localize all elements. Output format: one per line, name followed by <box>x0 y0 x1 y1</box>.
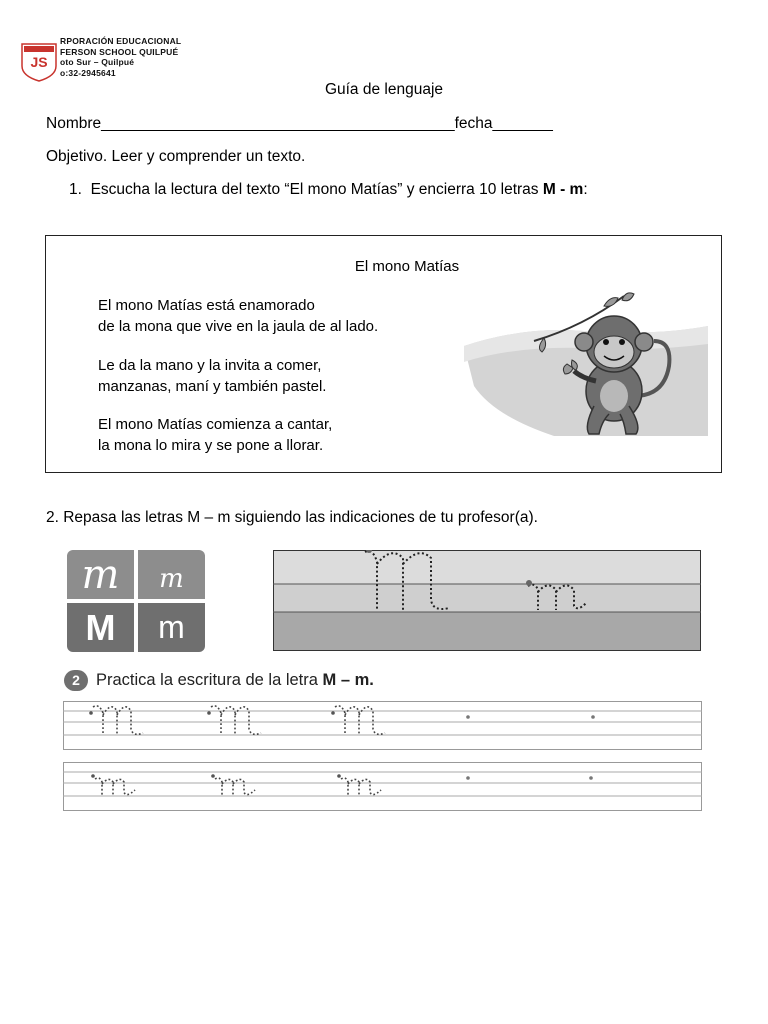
story-title: El mono Matías <box>354 258 460 275</box>
school-line: RPORACIÓN EDUCACIONAL <box>60 36 182 46</box>
task-number: 1. <box>69 181 82 198</box>
practice-text: Practica la escritura de la letra <box>96 670 323 689</box>
logo-text: JS <box>30 54 48 70</box>
school-logo-shield <box>20 42 58 82</box>
tracing-strip[interactable] <box>273 550 701 651</box>
school-line: o:32-2945641 <box>60 67 116 78</box>
name-label: Nombre <box>46 115 102 132</box>
name-field[interactable]: _________________________________________ <box>101 115 455 132</box>
stanza-line: El mono Matías está enamorado <box>98 297 315 314</box>
school-info <box>60 36 181 78</box>
practice-number-badge: 2 <box>64 670 88 691</box>
practice-row-lower[interactable] <box>63 762 702 811</box>
tile-print-upper: M <box>67 603 134 652</box>
practice-title <box>96 671 374 690</box>
reading-box <box>45 235 722 473</box>
tile-cursive-lower: m <box>138 550 205 599</box>
tile-cursive-upper: m <box>67 550 134 599</box>
task-1 <box>69 181 588 199</box>
objective: Objetivo. Leer y comprender un texto. <box>46 148 306 165</box>
school-line: FERSON SCHOOL QUILPUÉ <box>60 46 179 57</box>
task-2: 2. Repasa las letras M – m siguiendo las indicaciones de tu profesor(a). <box>46 509 538 526</box>
page-title: Guía de lenguaje <box>324 81 444 98</box>
name-line <box>46 115 553 133</box>
tile-print-lower: m <box>138 603 205 652</box>
date-label: fecha <box>454 115 493 132</box>
school-line: oto Sur – Quilpué <box>60 57 135 67</box>
letter-tiles <box>67 550 205 652</box>
stanza-line: la mona lo mira y se pone a llorar. <box>98 436 324 454</box>
stanza-line: El mono Matías comienza a cantar, <box>98 416 333 433</box>
practice-letters: M – m. <box>322 670 374 689</box>
stanza-line: manzanas, maní y también pastel. <box>98 377 327 395</box>
practice-row-upper[interactable] <box>63 701 702 750</box>
monkey-illustration <box>464 286 708 436</box>
practice-heading <box>64 668 374 692</box>
task-end: : <box>583 181 588 198</box>
task-letters: M - m <box>542 181 584 198</box>
task-text: Escucha la lectura del texto “El mono Matías” y encierra 10 letras <box>90 181 543 198</box>
stanza-line: de la mona que vive en la jaula de al lado. <box>98 317 379 335</box>
stanza <box>98 296 378 337</box>
stanza-line: Le da la mano y la invita a comer, <box>98 357 322 374</box>
stanza <box>98 415 332 456</box>
date-field[interactable]: _______ <box>492 115 553 132</box>
stanza <box>98 356 326 397</box>
